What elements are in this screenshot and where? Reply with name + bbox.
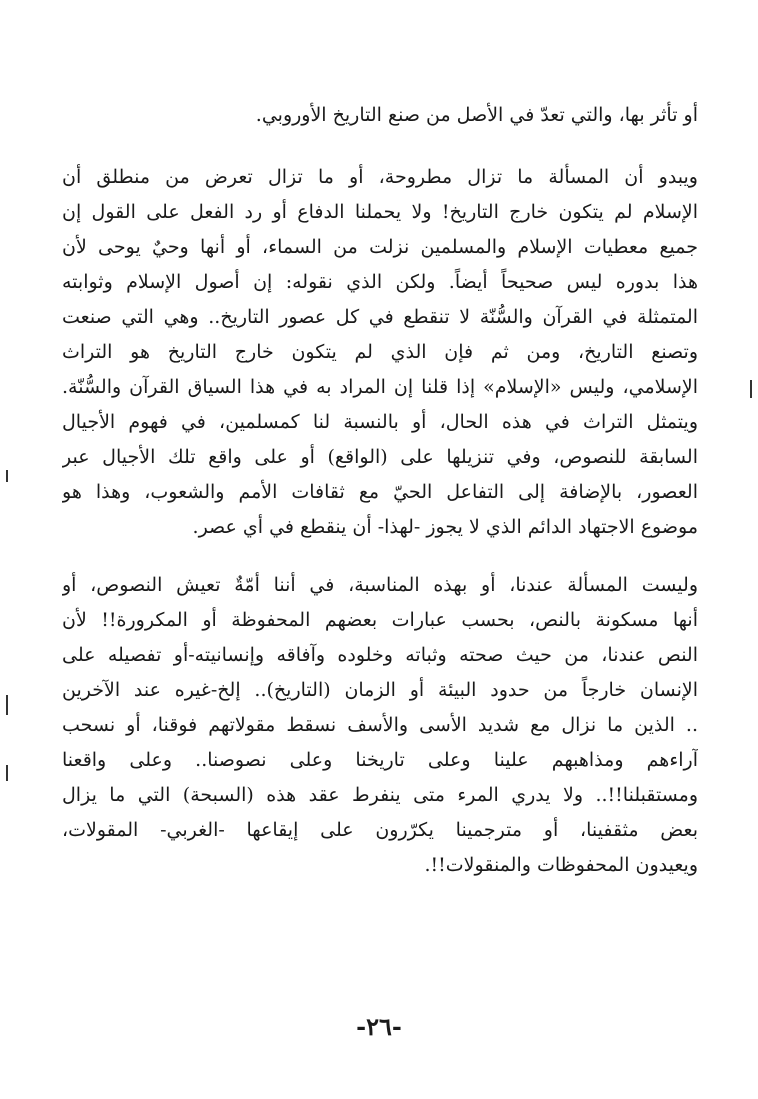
text-line: هذا بدوره ليس صحيحاً أيضاً. ولكن الذي نقوله: إن أصول الإسلام وثوابته bbox=[62, 271, 698, 293]
text-line: المتمثلة في القرآن والسُّنّة لا تنقطع في كل عصور التاريخ.. وهي التي صنعت bbox=[62, 306, 698, 328]
text-line: الإنسان خارجاً من حدود البيئة أو الزمان (التاريخ).. إلخ-غيره عند الآخرين bbox=[62, 679, 698, 701]
text-line: السابقة للنصوص، وفي تنزيلها على (الواقع) أو على واقع تلك الأجيال عبر bbox=[62, 446, 698, 468]
scan-margin-mark bbox=[750, 380, 752, 398]
text-line: .. الذين ما نزال مع شديد الأسى والأسف نسقط مقولاتهم فوقنا، أو نسحب bbox=[62, 714, 698, 736]
text-line: أنها مسكونة بالنص، بحسب عبارات بعضهم المحفوظة أو المكرورة!! لأن bbox=[62, 609, 698, 631]
text-line: وليست المسألة عندنا، أو بهذه المناسبة، في أننا أمّةٌ تعيش النصوص، أو bbox=[62, 574, 698, 596]
scan-margin-mark bbox=[6, 765, 8, 781]
text-line: بعض مثقفينا، أو مترجمينا يكرّرون على إيقاعها -الغربي- المقولات، bbox=[62, 819, 698, 841]
text-line: جميع معطيات الإسلام والمسلمين نزلت من السماء، أو أنها وحيٌ يوحى لأن bbox=[62, 236, 698, 258]
paragraph-2 bbox=[62, 160, 698, 545]
paragraph-1 bbox=[62, 98, 698, 133]
text-line: ويتمثل التراث في هذه الحال، أو بالنسبة لنا كمسلمين، في فهوم الأجيال bbox=[62, 411, 698, 433]
page-number: -٢٦- bbox=[356, 1012, 402, 1041]
paragraph-3 bbox=[62, 568, 698, 883]
text-line: ويعيدون المحفوظات والمنقولات!!. bbox=[424, 854, 698, 876]
text-line: وتصنع التاريخ، ومن ثم فإن الذي لم يتكون خارج التاريخ هو التراث bbox=[62, 341, 698, 363]
scan-margin-mark bbox=[6, 695, 8, 715]
text-line: ويبدو أن المسألة ما تزال مطروحة، أو ما تزال تعرض من منطلق أن bbox=[62, 166, 698, 188]
text-line: النص عندنا، من حيث صحته وثباته وخلوده وآفاقه وإنسانيته-أو تفصيله على bbox=[62, 644, 698, 666]
text-line: أو تأثر بها، والتي تعدّ في الأصل من صنع التاريخ الأوروبي. bbox=[255, 104, 698, 126]
text-line: موضوع الاجتهاد الدائم الذي لا يجوز -لهذا- أن ينقطع في أي عصر. bbox=[192, 516, 698, 538]
text-line: العصور، بالإضافة إلى التفاعل الحيّ مع ثقافات الأمم والشعوب، وهذا هو bbox=[62, 481, 698, 503]
scan-margin-mark bbox=[6, 470, 8, 482]
text-line: الإسلام لم يتكون خارج التاريخ! ولا يحملنا الدفاع أو رد الفعل على القول إن bbox=[62, 201, 698, 223]
text-line: الإسلامي، وليس «الإسلام» إذا قلنا إن المراد به في هذا السياق القرآن والسُّنّة. bbox=[62, 376, 698, 398]
text-line: ومستقبلنا!!.. ولا يدري المرء متى ينفرط عقد هذه (السبحة) التي ما يزال bbox=[62, 784, 698, 806]
text-line: آراءهم ومذاهبهم علينا وعلى تاريخنا وعلى نصوصنا.. وعلى واقعنا bbox=[62, 749, 698, 771]
